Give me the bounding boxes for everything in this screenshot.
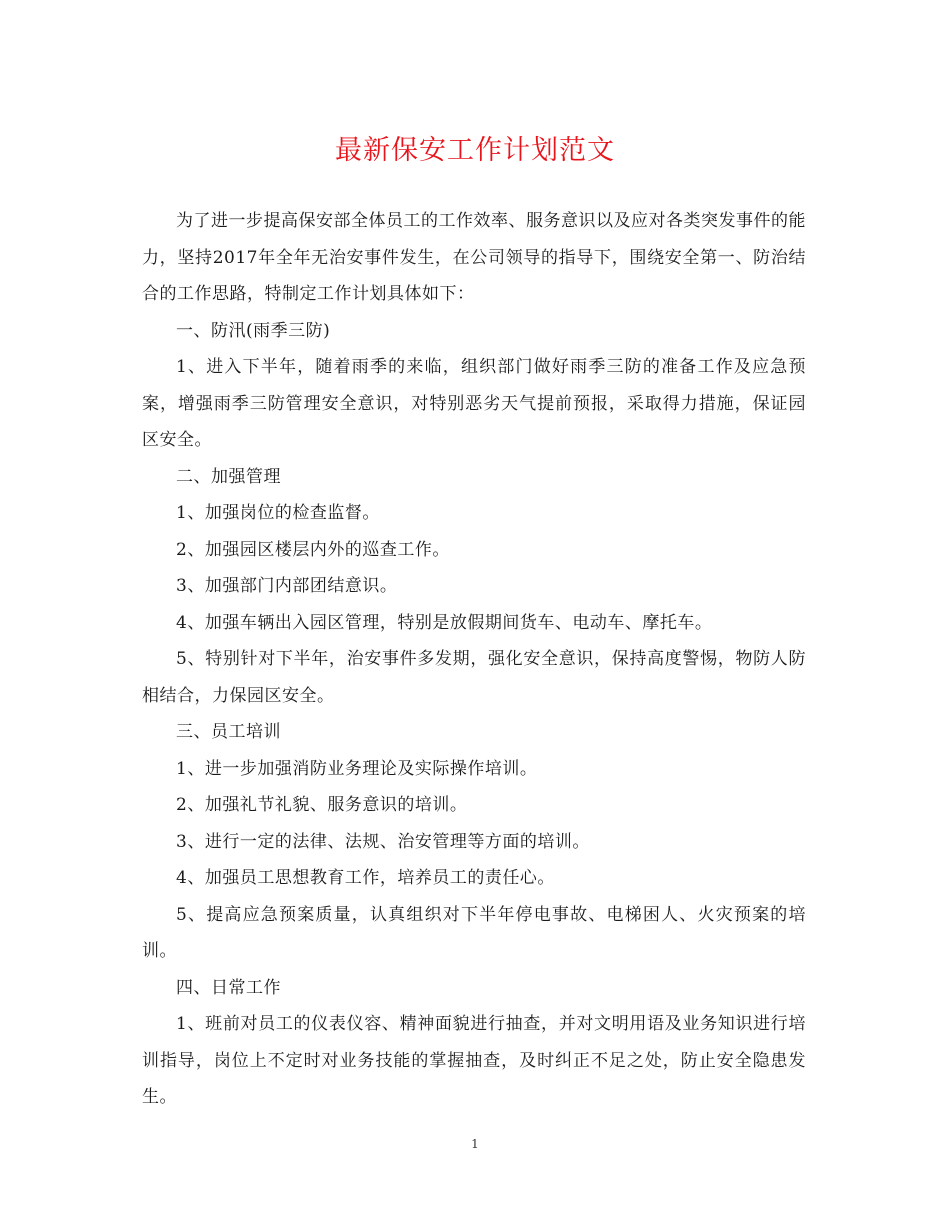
section-item: 3、进行一定的法律、法规、治安管理等方面的培训。 [176,831,590,852]
section-item: 2、加强园区楼层内外的巡查工作。 [176,539,450,560]
intro-paragraph: 为了进一步提高保安部全体员工的工作效率、服务意识以及应对各类突发事件的能力，坚持2017年全年无治安事件发生，在公司领导的指导下，围绕安全第一、防治结合的工作思路，特制定工作计划具体如下： [142,211,806,304]
section-item: 1、进一步加强消防业务理论及实际操作培训。 [176,758,538,779]
section-item: 4、加强员工思想教育工作，培养员工的责任心。 [176,868,555,888]
section-item: 2、加强礼节礼貌、服务意识的培训。 [176,795,468,815]
document-body [142,203,806,1116]
section-item: 1、进入下半年，随着雨季的来临，组织部门做好雨季三防的准备工作及应急预案，增强雨季三防管理安全意识，对特别恶劣天气提前预报，采取得力措施，保证园区安全。 [142,357,806,450]
document-title: 最新保安工作计划范文 [335,135,615,166]
section-item: 3、加强部门内部团结意识。 [176,576,398,596]
section-heading-flood: 一、防汛(雨季三防) [176,320,331,341]
section-item: 1、班前对员工的仪表仪容、精神面貌进行抽查，并对文明用语及业务知识进行培训指导，岗位上不定时对业务技能的掌握抽查，及时纠正不足之处，防止安全隐患发生。 [142,1014,806,1107]
section-heading-training: 三、员工培训 [176,722,281,742]
section-heading-management: 二、加强管理 [176,466,281,487]
section-item: 5、提高应急预案质量，认真组织对下半年停电事故、电梯困人、火灾预案的培训。 [142,904,806,961]
section-item: 1、加强岗位的检查监督。 [176,503,380,523]
section-heading-daily-work: 四、日常工作 [176,977,281,998]
page-number: 1 [471,1137,479,1151]
section-item: 4、加强车辆出入园区管理，特别是放假期间货车、电动车、摩托车。 [176,612,713,633]
section-item: 5、特别针对下半年，治安事件多发期，强化安全意识，保持高度警惕，物防人防相结合，力保园区安全。 [142,649,806,706]
